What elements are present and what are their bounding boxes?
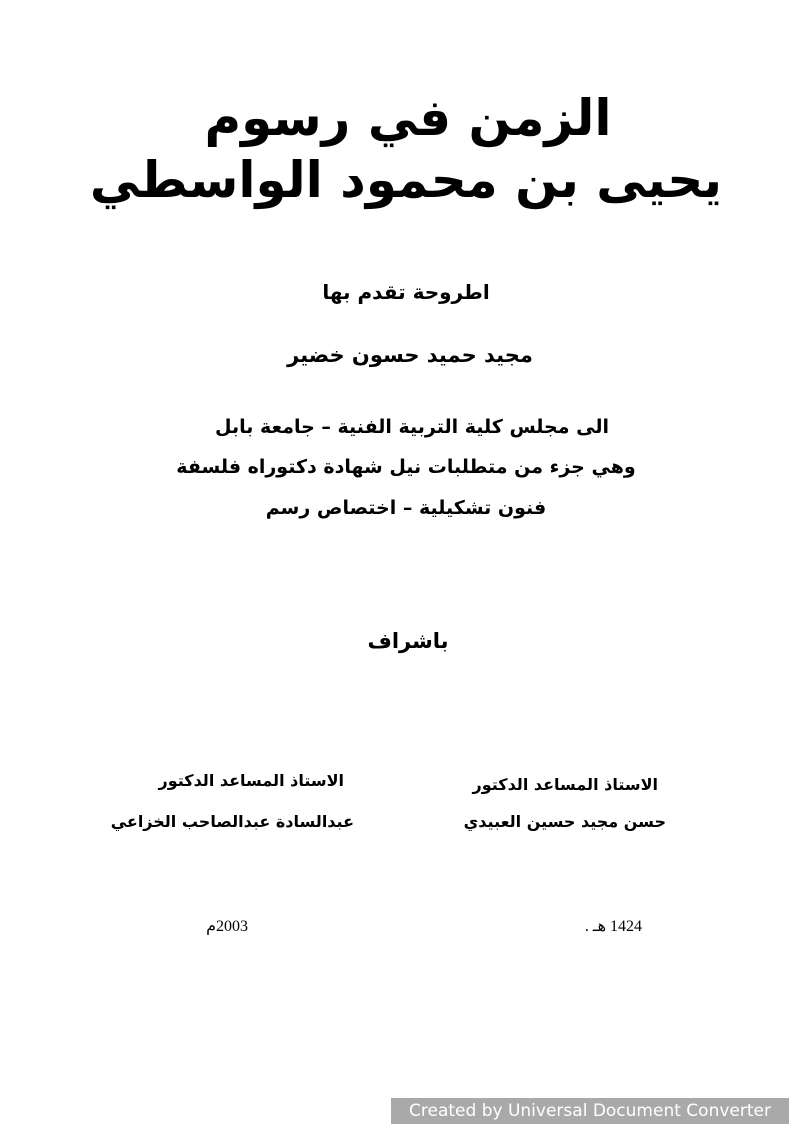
supervisor-1-name: حسن مجيد حسين العبيدي	[463, 812, 666, 831]
converter-watermark: Created by Universal Document Converter	[391, 1098, 789, 1124]
description-line-3: فنون تشكيلية – اختصاص رسم	[265, 497, 547, 519]
description-line-1: الى مجلس كلية التربية الفنية – جامعة بابل	[214, 416, 610, 438]
date-hijri: 1424 هـ .	[584, 918, 642, 935]
description-line-2: وهي جزء من متطلبات نيل شهادة دكتوراه فلسفة	[176, 456, 636, 478]
date-gregorian: 2003م	[206, 918, 248, 935]
author-name: مجيد حميد حسون خضير	[287, 343, 533, 367]
title-line-1: الزمن في رسوم	[204, 89, 612, 147]
supervisor-2-name: عبدالسادة عبدالصاحب الخزاعي	[110, 812, 354, 831]
title-line-2: يحيى بن محمود الواسطي	[89, 151, 723, 209]
presented-by-text: اطروحة تقدم بها	[322, 280, 490, 304]
supervision-label: باشراف	[367, 629, 449, 653]
supervisor-2-title: الاستاذ المساعد الدكتور	[158, 771, 344, 790]
supervisor-1-title: الاستاذ المساعد الدكتور	[472, 775, 658, 794]
